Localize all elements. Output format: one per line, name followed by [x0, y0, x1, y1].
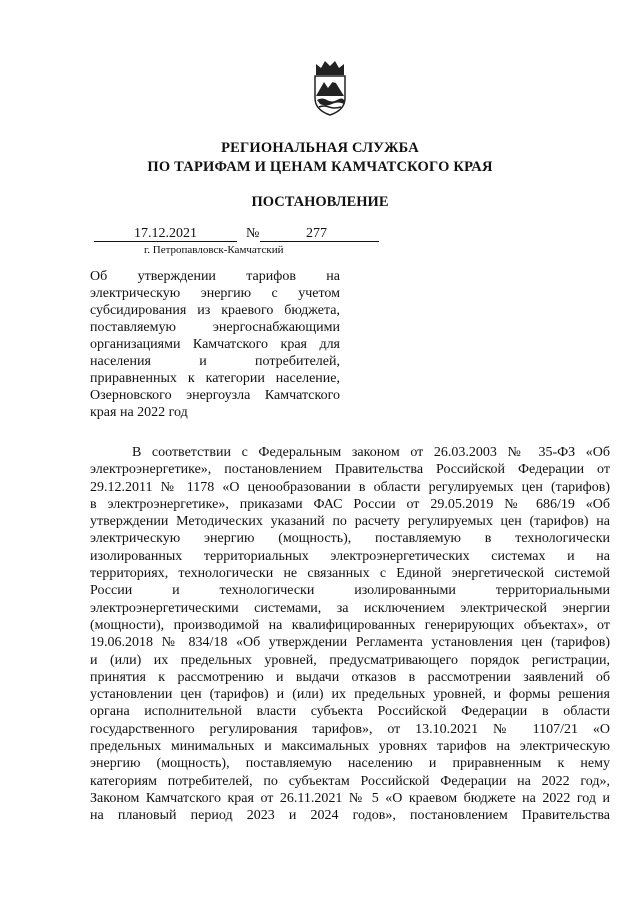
- body-line: предельных минимальных и максимальных уровнях тарифов на электрическую: [90, 739, 610, 755]
- body-line: изолированных территориальных электроэнергетических системах и на: [90, 548, 610, 564]
- body-line: в электроэнергетике», приказами ФАС России от 29.05.2019 № 686/19 «Об: [90, 496, 610, 512]
- body-line: (мощности), производимой на квалифицированных генерирующих объектах», от: [90, 617, 610, 633]
- document-number: 277: [306, 226, 327, 241]
- subject-line: Об утверждении тарифов на: [90, 269, 340, 284]
- body-line: на плановый период 2023 и 2024 годов», постановлением Правительства: [90, 808, 610, 824]
- body-line: энергию (мощность), поставляемую населению и приравненным к нему: [90, 756, 610, 772]
- subject-line: края на 2022 год: [90, 405, 188, 420]
- body-line: утверждении Методических указаний по расчету регулируемых цен (тарифов) на: [90, 514, 610, 530]
- body-line: электроэнергетике», постановлением Правительства Российской Федерации от: [90, 462, 610, 478]
- number-underline: [260, 241, 379, 242]
- body-paragraph: [90, 444, 610, 825]
- body-line: 29.12.2011 № 1178 «О ценообразовании в области регулируемых цен (тарифов): [90, 479, 610, 495]
- body-line: России и технологически изолированными территориальными: [90, 583, 610, 599]
- subject-line: субсидирования из краевого бюджета,: [90, 303, 340, 318]
- subject-line: электрическую энергию с учетом: [90, 286, 340, 301]
- body-line: принятия к рассмотрению и выдачи отказов в рассмотрении заявлений об: [90, 669, 610, 685]
- number-sign: №: [246, 226, 260, 241]
- org-name-line-2: ПО ТАРИФАМ И ЦЕНАМ КАМЧАТСКОГО КРАЯ: [147, 159, 493, 175]
- document-date: 17.12.2021: [134, 226, 197, 241]
- document-subject: [90, 268, 340, 421]
- date-underline: [94, 241, 237, 242]
- body-line: государственного регулирования тарифов», от 13.10.2021 № 1107/21 «О: [90, 721, 610, 737]
- body-line: 19.06.2018 № 834/18 «Об утверждении Регламента установления цен (тарифов): [90, 635, 610, 651]
- body-line: и (или) их предельных уровней, предусматривающего порядок регистрации,: [90, 652, 610, 668]
- kamchatka-coat-of-arms-icon: [310, 60, 350, 116]
- subject-line: населения и потребителей,: [90, 354, 340, 369]
- city-name: г. Петропавловск-Камчатский: [144, 244, 284, 256]
- body-line: В соответствии с Федеральным законом от 26.03.2003 № 35-ФЗ «Об: [132, 445, 610, 460]
- subject-line: поставляемую энергоснабжающими: [90, 320, 340, 335]
- body-line: электрическую энергию (мощность), поставляемую в технологически: [90, 531, 610, 547]
- subject-line: приравненных к категории население,: [90, 371, 340, 386]
- body-line: органа исполнительной власти субъекта Российской Федерации в области: [90, 704, 610, 720]
- document-type: ПОСТАНОВЛЕНИЕ: [251, 194, 389, 210]
- subject-line: Озерновского энергоузла Камчатского: [90, 388, 340, 403]
- body-line: Законом Камчатского края от 26.11.2021 № 5 «О краевом бюджете на 2022 год и: [90, 790, 610, 806]
- subject-line: организациями Камчатского края для: [90, 337, 340, 352]
- org-name-line-1: РЕГИОНАЛЬНАЯ СЛУЖБА: [221, 140, 419, 156]
- body-line: территориях, технологически не связанных с Единой энергетической системой: [90, 566, 610, 582]
- body-line: категориям потребителей, по субъектам Российской Федерации на 2022 год»,: [90, 773, 610, 789]
- body-line: установлении цен (тарифов) и (или) их предельных уровней, и формы решения: [90, 687, 610, 703]
- body-line: электроэнергетическими системами, за исключением электрической энергии: [90, 600, 610, 616]
